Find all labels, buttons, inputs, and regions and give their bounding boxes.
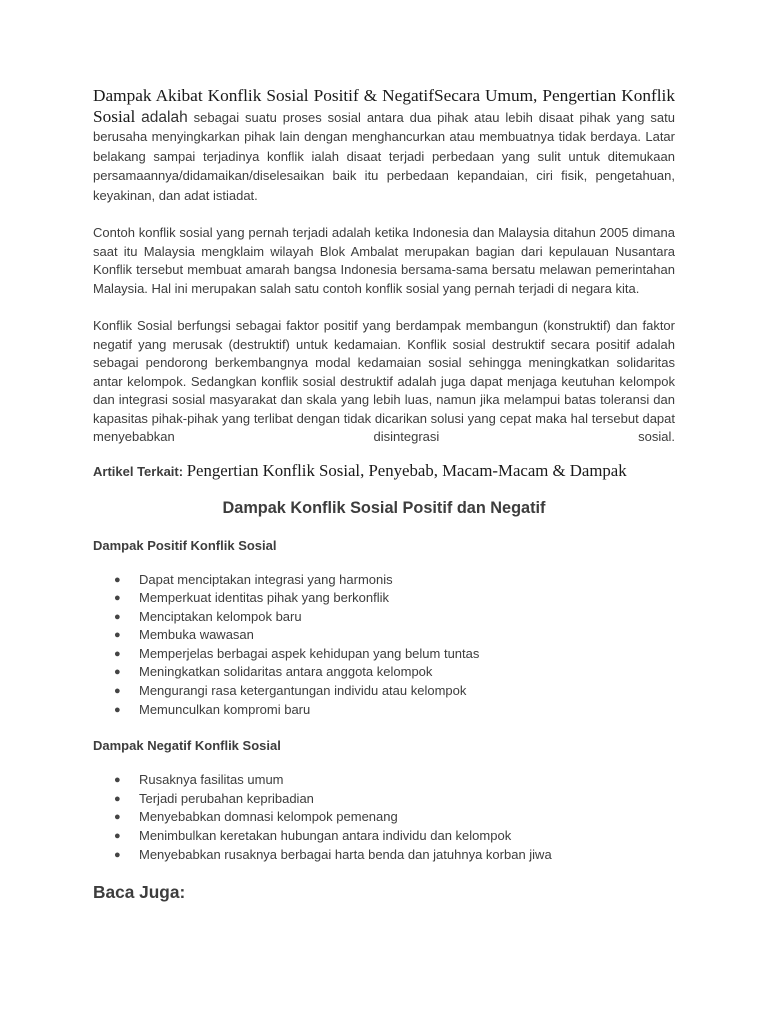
negative-heading: Dampak Negatif Konflik Sosial	[93, 738, 281, 754]
list-item: ● Meningkatkan solidaritas antara anggota kelompok	[93, 663, 675, 682]
positive-list	[93, 571, 675, 720]
related-article	[93, 460, 675, 483]
related-article-link[interactable]: Pengertian Konflik Sosial, Penyebab, Macam-Macam & Dampak	[186, 460, 627, 480]
paragraph-example: Contoh konflik sosial yang pernah terjadi adalah ketika Indonesia dan Malaysia ditahun 2005 dimana saat itu Malaysia mengklaim wilayah Blok Ambalat merupakan bagian dari kepulauan Nusantara Konflik tersebut membuat amarah bangsa Indonesia bersama-sama bersatu melawan pemerintahan Malaysia. Hal ini merupakan salah satu contoh konflik sosial yang pernah terjadi di negara kita.	[93, 225, 675, 296]
list-item: ● Menyebabkan rusaknya berbagai harta benda dan jatuhnya korban jiwa	[93, 846, 675, 865]
intro-paragraph	[93, 86, 675, 205]
bullet-icon: ●	[114, 811, 121, 824]
baca-juga-heading: Baca Juga:	[93, 882, 186, 903]
intro-lead: Dampak Akibat Konflik Sosial Positif & NegatifSecara Umum, Pengertian Konflik Sosial	[93, 86, 675, 126]
related-label: Artikel Terkait:	[93, 463, 184, 479]
list-item: ● Menyebabkan domnasi kelompok pemenang	[93, 808, 675, 827]
list-item: ● Dapat menciptakan integrasi yang harmonis	[93, 571, 675, 590]
bullet-icon: ●	[114, 629, 121, 642]
bullet-icon: ●	[114, 666, 121, 679]
intro-rest: sebagai suatu proses sosial antara dua pihak atau lebih disaat pihak yang satu berusaha menyingkarkan pihak lain dengan menghancurkan atau membuatnya tidak berdaya. Latar belakang sampai terjadinya konflik ialah disaat terjadi perbedaan yang sulit untuk ditemukaan persamaannya/didamaikan/diselesaikan baik itu perbedaan kepandaian, ciri fisik, pengetahuan, keyakinan, dan adat istiadat.	[93, 109, 675, 203]
section-title: Dampak Konflik Sosial Positif dan Negatif	[222, 498, 546, 517]
negative-list	[93, 771, 675, 864]
list-item: ● Memunculkan kompromi baru	[93, 701, 675, 720]
list-item: ● Menimbulkan keretakan hubungan antara individu dan kelompok	[93, 827, 675, 846]
bullet-icon: ●	[114, 830, 121, 843]
intro-adalah: adalah	[141, 108, 188, 126]
bullet-icon: ●	[114, 685, 121, 698]
bullet-icon: ●	[114, 774, 121, 787]
list-item: ● Menciptakan kelompok baru	[93, 608, 675, 627]
list-item: ● Mengurangi rasa ketergantungan individu atau kelompok	[93, 682, 675, 701]
list-item: ● Terjadi perubahan kepribadian	[93, 790, 675, 809]
paragraph-function: Konflik Sosial berfungsi sebagai faktor positif yang berdampak membangun (konstruktif) dan faktor negatif yang merusak (destruktif) untuk kedamaian. Konflik sosial destruktif secara positif adalah sebagai pendorong berkembangnya modal kedamaian sosial sehingga meningkatkan solidaritas antar kelompok. Sedangkan konflik sosial destruktif adalah juga dapat menjaga keutuhan kelompok dan integrasi sosial masyarakat dan skala yang lebih luas, namun jika melampui batas toleransi dan kapasitas pihak-pihak yang terlibat dengan tidak dicarikan solusi yang cepat maka hal tersebut dapat menyebabkan disintegrasi sosial.	[93, 318, 675, 444]
bullet-icon: ●	[114, 592, 121, 605]
list-item: ● Rusaknya fasilitas umum	[93, 771, 675, 790]
bullet-icon: ●	[114, 610, 121, 623]
list-item: ● Membuka wawasan	[93, 626, 675, 645]
bullet-icon: ●	[114, 792, 121, 805]
list-item: ● Memperkuat identitas pihak yang berkonflik	[93, 589, 675, 608]
bullet-icon: ●	[114, 573, 121, 586]
bullet-icon: ●	[114, 703, 121, 716]
list-item: ● Memperjelas berbagai aspek kehidupan yang belum tuntas	[93, 645, 675, 664]
article-body	[93, 86, 675, 904]
bullet-icon: ●	[114, 647, 121, 660]
positive-heading: Dampak Positif Konflik Sosial	[93, 537, 277, 553]
bullet-icon: ●	[114, 848, 121, 861]
